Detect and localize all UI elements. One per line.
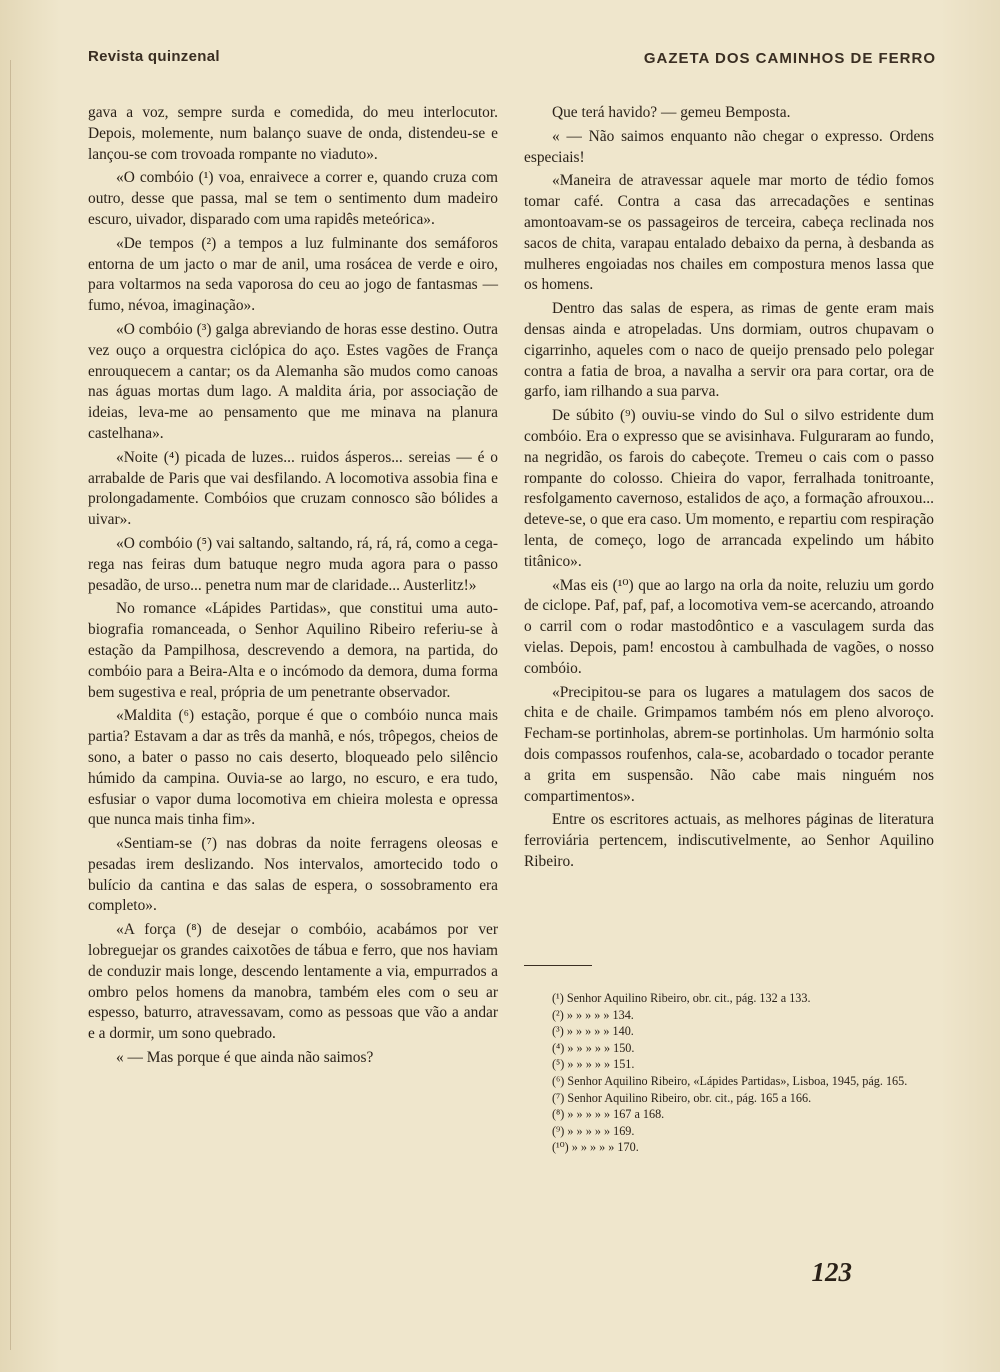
- left-text-column: [88, 103, 498, 1072]
- paragraph: «Mas eis (¹⁰) que ao largo na orla da noite, reluziu um gordo de ciclope. Paf, paf, paf, a locomotiva vem-se acercando, atroando o carril com o rodar mastodôntico e a vasculagem surda das vielas. Depois, pam! encostou à cambulhada de vagões, o nosso combóio.: [524, 576, 934, 677]
- running-header-left: Revista quinzenal: [88, 48, 220, 65]
- paragraph: « — Mas porque é que ainda não saimos?: [116, 1049, 374, 1067]
- paragraph: «Precipitou-se para os lugares a matulagem dos sacos de chita e de chaile. Grimpamos também nós em pleno alvoroço. Fecham-se portinholas, abrem-se portinholas. Um harmónio solta dois compassos roufenhos, cala-se, acobardado o tocador perante a grita em suspensão. Não cabe mais ninguém nos compartimentos».: [524, 683, 934, 805]
- paragraph: No romance «Lápides Partidas», que constitui uma auto-biografia romanceada, o Senhor Aquilino Ribeiro referiu-se à estação da Pampilhosa, descrevendo a demora, na partida, do combóio para a Beira-Alta e o incómodo da demora, duma forma bem sugestiva e real, própria de um penetrante observador.: [88, 600, 498, 701]
- paragraph: «Sentiam-se (⁷) nas dobras da noite ferragens oleosas e pesadas irem deslizando. Nos intervalos, amortecido todo o bulício da cantina e das salas de espera, o sossobramento era completo».: [88, 835, 498, 915]
- footnote: (⁵) » » » » » 151.: [552, 1057, 635, 1072]
- footnote: (¹⁰) » » » » » 170.: [552, 1140, 639, 1155]
- paragraph: «Noite (⁴) picada de luzes... ruidos ásperos... sereias — é o arrabalde de Paris que vai desfilando. A locomotiva assobia fina e prolongadamente. Combóios que cruzam connosco são bólides a uivar».: [88, 448, 498, 529]
- footnotes: [524, 990, 944, 1156]
- footnote: (²) » » » » » 134.: [552, 1007, 634, 1022]
- footnote: (⁸) » » » » » 167 a 168.: [552, 1107, 665, 1122]
- paragraph: De súbito (⁹) ouviu-se vindo do Sul o silvo estridente dum combóio. Era o expresso que se avisinhava. Fulguraram ao fundo, na negridão, os farois do cabeçote. Tremeu o cais com o passo rompante do colosso. Chieira do vapor, ferralhada tonitroante, resfolgamento cavernoso, estalidos de aço, a formação afrouxou... deteve-se, o que era caso. Um momento, e repartiu com respiração lenta, de começo, logo de arrancada expelindo um hábito titânico».: [524, 407, 934, 570]
- footnote: (¹) Senhor Aquilino Ribeiro, obr. cit., pág. 132 a 133.: [552, 991, 811, 1005]
- paragraph: «O combóio (¹) voa, enraivece a correr e, quando cruza com outro, desse que passa, mal se tem o sentimento dum madeiro escuro, uivador, disparado com uma rapidês meteórica».: [88, 169, 498, 228]
- footnote-separator: [524, 965, 592, 966]
- running-header-right: GAZETA DOS CAMINHOS DE FERRO: [643, 50, 936, 67]
- page-edge-rule: [10, 60, 11, 1350]
- paragraph: Dentro das salas de espera, as rimas de gente eram mais densas ainda e atropeladas. Uns dormiam, outros chupavam o cigarrinho, aqueles com o naco de queijo prensado pelo polegar contra a fatia de broa, a navalha a servir ora para cortar, ora de garfo, iam rilhando a sua parva.: [524, 300, 934, 401]
- footnote: (⁴) » » » » » 150.: [552, 1040, 635, 1055]
- footnote: (³) » » » » » 140.: [552, 1024, 634, 1039]
- paragraph: «Maneira de atravessar aquele mar morto de tédio fomos tomar café. Contra a casa das arrecadações e sentinas amontoavam-se os passageiros de terceira, cabeça reclinada nos sacos de chita, varapau entalado debaixo da perna, à desbanda as mulheres engoiadas nos chailes em compostura menos lassa que os homens.: [524, 172, 934, 294]
- footnote: (⁶) Senhor Aquilino Ribeiro, «Lápides Partidas», Lisboa, 1945, pág. 165.: [552, 1073, 908, 1088]
- footnote: (⁷) Senhor Aquilino Ribeiro, obr. cit., pág. 165 a 166.: [552, 1090, 812, 1105]
- paragraph: «A força (⁸) de desejar o combóio, acabámos por ver lobreguejar os grandes caixotões de tábua e ferro, que nos haviam de conduzir mais longe, descendo lentamente a via, empurrados a ombro pelos homens da manobra, também eles com o seu ar espesso, baturro, atravessavam, como as pessoas que vão a andar e a dormir, um sono quebrado.: [88, 921, 498, 1043]
- page-number: 123: [811, 1257, 852, 1287]
- paragraph: Entre os escritores actuais, as melhores páginas de literatura ferroviária pertencem, indiscutivelmente, ao Senhor Aquilino Ribeiro.: [524, 811, 934, 870]
- paragraph: «O combóio (⁵) vai saltando, saltando, rá, rá, rá, como a cega-rega nas feiras dum batuque negro muda agora para o passo pesadão, de urso... penetra num mar de claridade... Austerlitz!»: [88, 534, 498, 594]
- footnote: (⁹) » » » » » 169.: [552, 1123, 635, 1138]
- paragraph: gava a voz, sempre surda e comedida, do meu interlocutor. Depois, molemente, num balanço suave de onda, distendeu-se e lançou-se com trovoada rompante no viaduto».: [88, 104, 498, 163]
- paragraph: «Maldita (⁶) estação, porque é que o combóio nunca mais partia? Estavam a dar as três da manhã, e nós, trôpegos, cheios de sono, a bater o passo no cais deserto, bloqueado pelo silêncio húmido da campina. Ouvia-se ao largo, no escuro, e era tudo, esfusiar o vapor duma locomotiva em chieira molesta e opressa que nunca mais tinha fim».: [88, 707, 498, 829]
- paragraph: Que terá havido? — gemeu Bemposta.: [552, 104, 791, 121]
- right-text-column: [524, 103, 934, 876]
- paragraph: «O combóio (³) galga abreviando de horas esse destino. Outra vez ouço a orquestra ciclópica do aço. Estes vagões de França enrouquecem a cantar; os da Alemanha são mudos como canoas nas águas mortas dum lago. A maldita ária, por associação de ideias, leva-me ao pensamento que me minava na planura castelhana».: [88, 320, 498, 442]
- paragraph: «De tempos (²) a tempos a luz fulminante dos semáforos entorna de um jacto o mar de anil, uma rosácea de verde e oiro, para voltarmos na seda vaporosa do ceu ao jogo de fantasmas — fumo, névoa, imaginação».: [88, 234, 498, 315]
- paragraph: « — Não saimos enquanto não chegar o expresso. Ordens especiais!: [524, 127, 934, 166]
